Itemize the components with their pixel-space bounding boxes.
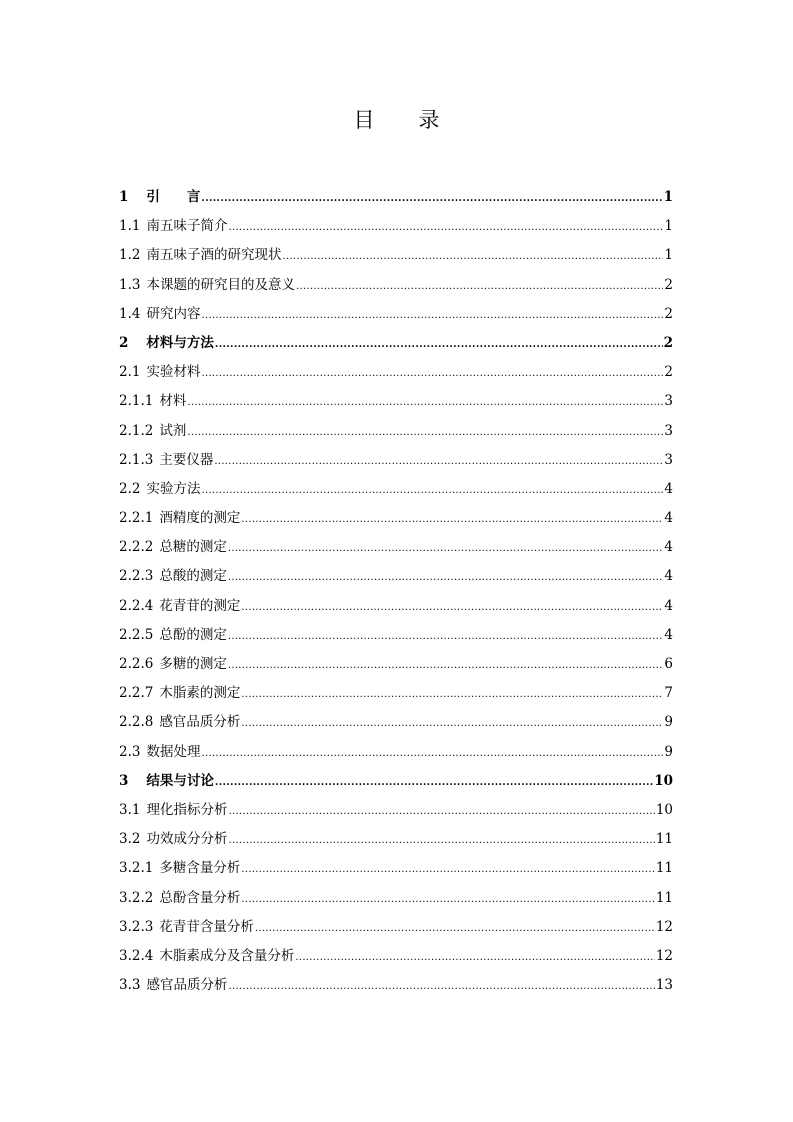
dot-leader	[214, 447, 663, 476]
toc-entry-title: 木脂素成分及含量分析	[159, 947, 295, 964]
toc-entry[interactable]	[119, 300, 673, 329]
toc-entry[interactable]	[119, 241, 673, 270]
toc-entry-title: 数据处理	[146, 743, 201, 760]
toc-entry-number: 3.2.4	[119, 947, 154, 964]
toc-entry[interactable]	[119, 592, 673, 621]
toc-entry-number: 3.2.2	[119, 889, 154, 906]
toc-entry-number: 3	[119, 772, 129, 789]
toc-entry-number: 3.2	[119, 831, 141, 848]
toc-entry-page: 3	[664, 451, 673, 468]
toc-entry-title: 酒精度的测定	[159, 510, 241, 527]
toc-entry[interactable]	[119, 212, 673, 241]
toc-entry-title: 引 言	[146, 189, 201, 205]
toc-entry-title: 总糖的测定	[159, 539, 227, 556]
toc-entry-page: 11	[655, 889, 673, 906]
toc-entry[interactable]	[119, 679, 673, 708]
toc-entry[interactable]	[119, 271, 673, 300]
dot-leader	[228, 213, 663, 242]
toc-entry[interactable]	[119, 475, 673, 504]
toc-entry-page: 4	[664, 626, 673, 643]
dot-leader	[228, 563, 664, 592]
toc-entry[interactable]	[119, 504, 673, 533]
toc-entry-page: 11	[655, 860, 673, 877]
dot-leader	[201, 184, 662, 213]
dot-leader	[241, 505, 663, 534]
toc-entry-title: 研究内容	[146, 305, 201, 322]
toc-entry-title: 南五味子简介	[146, 218, 228, 235]
toc-entry-page: 10	[655, 801, 673, 818]
dot-leader	[228, 534, 664, 563]
toc-entry-title: 总酚含量分析	[159, 889, 241, 906]
toc-entry-page: 2	[664, 364, 673, 381]
toc-entry-page: 1	[663, 189, 673, 205]
toc-entry-title: 材料	[159, 393, 187, 410]
title-char-2: 录	[418, 108, 440, 132]
toc-entry-page: 4	[664, 539, 673, 556]
toc-entry[interactable]	[119, 621, 673, 650]
toc-entry-number: 2.2.4	[119, 597, 154, 614]
toc-entry-number: 2.1.1	[119, 393, 154, 410]
toc-entry-title: 总酸的测定	[159, 568, 227, 585]
toc-entry-page: 12	[655, 918, 673, 935]
table-of-contents	[119, 183, 673, 1000]
toc-entry-page: 4	[664, 480, 673, 497]
dot-leader	[295, 943, 654, 972]
toc-entry-page: 11	[655, 831, 673, 848]
toc-entry-page: 6	[664, 656, 673, 672]
toc-entry-page: 4	[664, 510, 673, 527]
toc-entry-title: 感官品质分析	[146, 977, 228, 994]
toc-entry-page: 9	[664, 743, 673, 760]
toc-entry-number: 2.2.2	[119, 539, 154, 556]
toc-entry-number: 2.2.7	[119, 685, 154, 702]
toc-entry-title: 功效成分分析	[146, 831, 228, 848]
toc-entry-page: 4	[664, 597, 673, 614]
toc-entry[interactable]	[119, 650, 673, 679]
toc-entry-page: 4	[664, 568, 673, 585]
toc-entry-number: 2.1.2	[119, 422, 154, 439]
dot-leader	[228, 622, 664, 651]
toc-entry-number: 2.2.3	[119, 568, 154, 585]
dot-leader	[228, 651, 664, 680]
toc-entry-number: 1.1	[119, 218, 141, 235]
toc-entry-page: 3	[664, 393, 673, 410]
toc-entry-number: 2.2.8	[119, 714, 154, 731]
toc-entry[interactable]	[119, 884, 673, 913]
toc-entry-page: 1	[664, 247, 673, 264]
toc-entry[interactable]	[119, 942, 673, 971]
dot-leader	[241, 885, 654, 914]
toc-entry-title: 花青苷含量分析	[159, 918, 254, 935]
toc-entry-number: 2.1	[119, 364, 141, 381]
toc-entry-title: 南五味子酒的研究现状	[146, 247, 282, 264]
toc-entry-title: 实验材料	[146, 364, 201, 381]
toc-entry[interactable]	[119, 533, 673, 562]
toc-entry-number: 1.3	[119, 276, 141, 293]
dot-leader	[201, 359, 663, 388]
toc-entry-number: 2	[119, 334, 129, 351]
toc-entry-number: 2.2.6	[119, 656, 154, 672]
toc-entry[interactable]	[119, 417, 673, 446]
toc-entry-page: 13	[655, 977, 673, 994]
toc-entry-title: 感官品质分析	[159, 714, 241, 731]
toc-entry-title: 结果与讨论	[146, 772, 214, 789]
dot-leader	[201, 739, 663, 768]
toc-entry-title: 试剂	[159, 422, 187, 439]
dot-leader	[228, 972, 654, 1001]
toc-entry-page: 7	[664, 685, 673, 702]
toc-entry-title: 材料与方法	[146, 334, 214, 351]
toc-entry-page: 10	[654, 772, 673, 789]
toc-entry-title: 理化指标分析	[146, 801, 228, 818]
toc-entry[interactable]	[119, 854, 673, 883]
toc-entry[interactable]	[119, 358, 673, 387]
toc-entry-number: 3.2.3	[119, 918, 154, 935]
toc-entry-number: 1	[119, 189, 129, 205]
toc-entry-number: 2.1.3	[119, 451, 154, 468]
toc-entry[interactable]	[119, 183, 673, 212]
toc-entry-title: 多糖的测定	[159, 656, 227, 672]
toc-entry-title: 主要仪器	[159, 451, 214, 468]
title-char-1: 目	[353, 108, 375, 132]
dot-leader	[241, 593, 663, 622]
toc-entry[interactable]	[119, 913, 673, 942]
toc-entry[interactable]	[119, 387, 673, 416]
toc-entry-number: 2.2	[119, 480, 141, 497]
toc-entry-page: 2	[664, 276, 673, 293]
dot-leader	[255, 914, 655, 943]
dot-leader	[241, 709, 663, 738]
toc-entry[interactable]	[119, 329, 673, 358]
dot-leader	[215, 768, 653, 797]
dot-leader	[282, 242, 663, 271]
toc-entry[interactable]	[119, 738, 673, 767]
toc-entry-title: 花青苷的测定	[159, 597, 241, 614]
toc-entry-page: 2	[663, 334, 673, 351]
toc-entry-number: 1.4	[119, 305, 141, 322]
toc-entry-title: 木脂素的测定	[159, 685, 241, 702]
toc-entry[interactable]	[119, 767, 673, 796]
page-title	[0, 104, 793, 134]
toc-entry-number: 2.2.1	[119, 510, 154, 527]
toc-entry[interactable]	[119, 825, 673, 854]
dot-leader	[296, 272, 663, 301]
dot-leader	[215, 330, 663, 359]
toc-entry-number: 3.3	[119, 977, 141, 994]
toc-entry-number: 1.2	[119, 247, 141, 264]
toc-entry[interactable]	[119, 708, 673, 737]
dot-leader	[201, 476, 663, 505]
dot-leader	[201, 301, 663, 330]
dot-leader	[241, 680, 663, 709]
toc-entry-number: 2.2.5	[119, 626, 154, 643]
dot-leader	[228, 797, 654, 826]
dot-leader	[187, 418, 663, 447]
dot-leader	[228, 826, 654, 855]
toc-entry-page: 12	[655, 947, 673, 964]
toc-entry-number: 3.2.1	[119, 860, 154, 877]
toc-entry-number: 3.1	[119, 801, 141, 818]
toc-entry-title: 实验方法	[146, 480, 201, 497]
toc-entry-page: 1	[664, 218, 673, 235]
toc-entry-page: 2	[664, 305, 673, 322]
toc-entry[interactable]	[119, 446, 673, 475]
toc-entry[interactable]	[119, 562, 673, 591]
toc-entry-title: 本课题的研究目的及意义	[146, 276, 295, 293]
toc-entry-page: 3	[664, 422, 673, 439]
toc-entry-number: 2.3	[119, 743, 141, 760]
toc-entry[interactable]	[119, 971, 673, 1000]
dot-leader	[187, 388, 663, 417]
toc-entry-title: 多糖含量分析	[159, 860, 241, 877]
toc-entry-page: 9	[664, 714, 673, 731]
toc-entry-title: 总酚的测定	[159, 626, 227, 643]
dot-leader	[241, 855, 654, 884]
toc-entry[interactable]	[119, 796, 673, 825]
